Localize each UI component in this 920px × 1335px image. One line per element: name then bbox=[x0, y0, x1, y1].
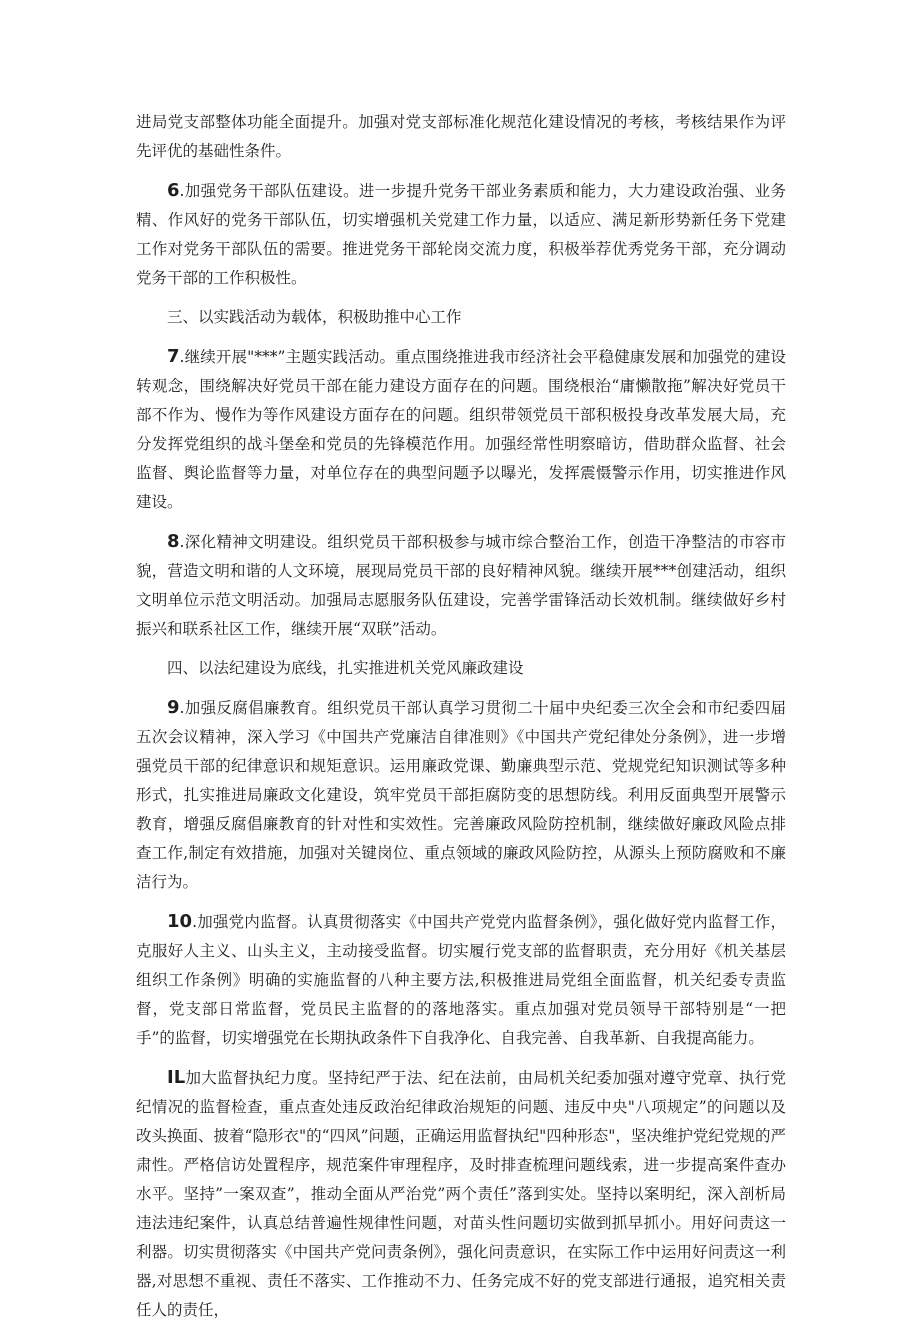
paragraph-text: .加强反腐倡廉教育。组织党员干部认真学习贯彻二十届中央纪委三次全会和市纪委四届五次会议精神，深入学习《中国共产党廉洁自律准则》《中国共产党纪律处分条例》，进一步增强党员干部的纪律意识和规矩意识。运用廉政党课、勤廉典型示范、党规党纪知识测试等多种形式，扎实推进局廉政文化建设，筑牢党员干部拒腐防变的思想防线。利用反面典型开展警示教育，增强反腐倡廉教育的针对性和实效性。完善廉政风险防控机制，继续做好廉政风险点排查工作,制定有效措施，加强对关键岗位、重点领域的廉政风险防控，从源头上预防腐败和不廉洁行为。 bbox=[136, 699, 786, 891]
item-number: 7 bbox=[167, 346, 180, 367]
paragraph-text: .深化精神文明建设。组织党员干部积极参与城市综合整治工作，创造干净整洁的市容市貌，营造文明和谐的人文环境，展现局党员干部的良好精神风貌。继续开展***创建活动，组织文明单位示范文明活动。加强局志愿服务队伍建设，完善学雷锋活动长效机制。继续做好乡村振兴和联系社区工作，继续开展“双联”活动。 bbox=[136, 533, 786, 638]
section-heading-3: 三、以实践活动为载体，积极助推中心工作 bbox=[167, 308, 462, 326]
paragraph-10 bbox=[136, 907, 786, 1053]
item-number: 8 bbox=[167, 531, 180, 552]
paragraph-text: 加大监督执纪力度。坚持纪严于法、纪在法前，由局机关纪委加强对遵守党章、执行党纪情况的监督检查，重点查处违反政治纪律政治规矩的问题、违反中央"八项规定”的问题以及改头换面、披着“隐形衣"的“四风”问题，正确运用监督执纪"四种形态"，坚决维护党纪党规的严肃性。严格信访处置程序，规范案件审理程序，及时排查梳理问题线索，进一步提高案件查办水平。坚持”一案双查”，推动全面从严治党”两个责任”落到实处。坚持以案明纪，深入剖析局违法违纪案件，认真总结普遍性规律性问题，对苗头性问题切实做到抓早抓小。用好问责这一利器。切实贯彻落实《中国共产党问责条例》，强化问责意识，在实际工作中运用好问责这一利器,对思想不重视、责任不落实、工作推动不力、任务完成不好的党支部进行通报，追究相关责任人的责任， bbox=[136, 1069, 786, 1319]
section-heading-4: 四、以法纪建设为底线，扎实推进机关党风廉政建设 bbox=[167, 659, 524, 677]
paragraph-8 bbox=[136, 527, 786, 644]
paragraph-7 bbox=[136, 342, 786, 517]
paragraph-9 bbox=[136, 693, 786, 897]
paragraph-intro bbox=[136, 108, 786, 166]
paragraph-11 bbox=[136, 1063, 786, 1325]
item-number: 9 bbox=[167, 697, 180, 718]
item-number: 6 bbox=[167, 180, 180, 201]
paragraph-text: .加强党务干部队伍建设。进一步提升党务干部业务素质和能力，大力建设政治强、业务精、作风好的党务干部队伍，切实增强机关党建工作力量，以适应、满足新形势新任务下党建工作对党务干部队伍的需要。推进党务干部轮岗交流力度，积极举荐优秀党务干部，充分调动党务干部的工作积极性。 bbox=[136, 182, 786, 287]
document-page bbox=[136, 108, 786, 1335]
paragraph-text: .加强党内监督。认真贯彻落实《中国共产党党内监督条例》，强化做好党内监督工作，克服好人主义、山头主义，主动接受监督。切实履行党支部的监督职责，充分用好《机关基层组织工作条例》明确的实施监督的八种主要方法,积极推进局党组全面监督，机关纪委专责监督，党支部日常监督，党员民主监督的的落地落实。重点加强对党员领导干部特别是“一把手”的监督，切实增强党在长期执政条件下自我净化、自我完善、自我革新、自我提高能力。 bbox=[136, 913, 786, 1047]
paragraph-text: .继续开展"***”主题实践活动。重点围绕推进我市经济社会平稳健康发展和加强党的建设转观念，围绕解决好党员干部在能力建设方面存在的问题。围绕根治“庸懒散拖”解决好党员干部不作为、慢作为等作风建设方面存在的问题。组织带领党员干部积极投身改革发展大局，充分发挥党组织的战斗堡垒和党员的先锋模范作用。加强经常性明察暗访，借助群众监督、社会监督、舆论监督等力量，对单位存在的典型问题予以曝光，发挥震慑警示作用，切实推进作风建设。 bbox=[136, 348, 786, 511]
item-number: IL bbox=[167, 1067, 186, 1088]
item-number: 10 bbox=[167, 911, 193, 932]
paragraph-6 bbox=[136, 176, 786, 293]
paragraph-text: 进局党支部整体功能全面提升。加强对党支部标准化规范化建设情况的考核，考核结果作为评先评优的基础性条件。 bbox=[136, 113, 786, 160]
